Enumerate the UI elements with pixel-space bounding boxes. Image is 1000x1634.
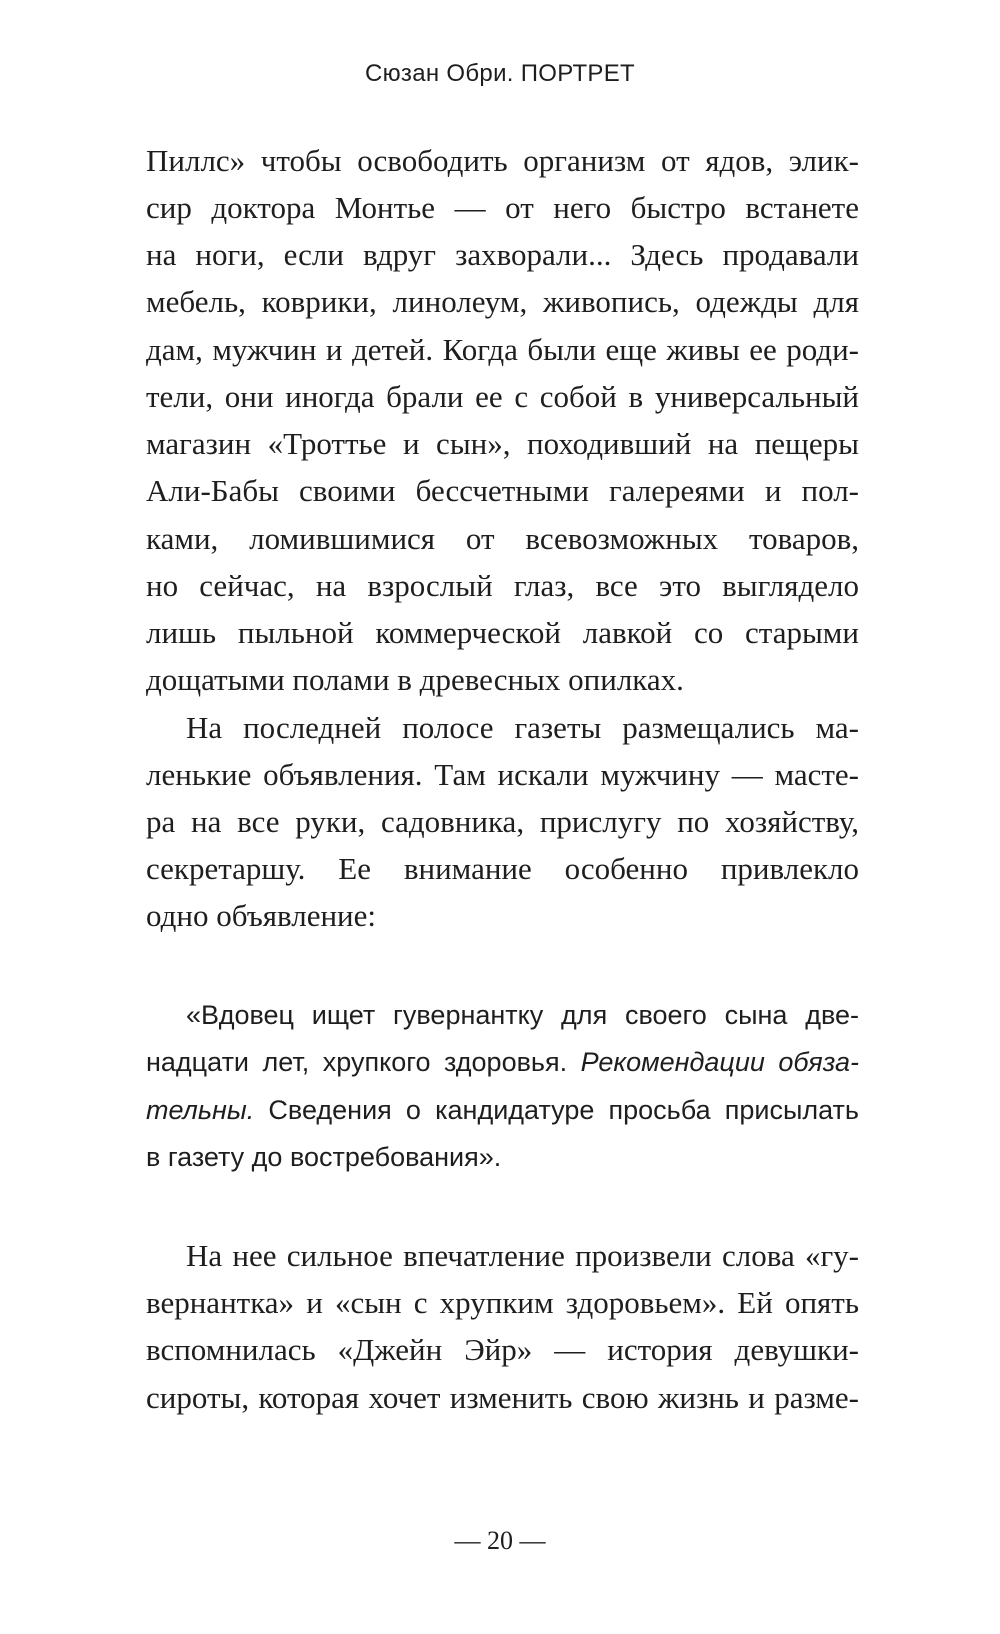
text-line: ленькие объявления. Там искали мужчину — масте- xyxy=(146,757,859,792)
text-line: мебель, коврики, линолеум, живопись, одежды для xyxy=(146,284,859,319)
text-line: одно объявление: xyxy=(146,898,377,933)
text-line: Пиллс» чтобы освободить организм от ядов, элик- xyxy=(146,143,859,178)
running-head: Сюзан Обри. ПОРТРЕТ xyxy=(365,60,635,87)
text-line: вернантка» и «сын с хрупким здоровьем». Ей опять xyxy=(146,1285,859,1320)
text-line: сироты, которая хочет изменить свою жизнь и разме- xyxy=(146,1380,859,1415)
text-line: На нее сильное впечатление произвели слова «гу- xyxy=(186,1238,859,1273)
text-line: вспомнилась «Джейн Эйр» — история девушки- xyxy=(146,1332,859,1367)
text-line: На последней полосе газеты размещались ма- xyxy=(186,710,859,745)
text-line: сир доктора Монтье — от него быстро встанете xyxy=(146,190,859,225)
ad-text: Сведения о кандидатуре просьба присылать xyxy=(254,1095,859,1125)
text-line: ками, ломившимися от всевозможных товаров, xyxy=(146,521,859,556)
ad-line xyxy=(146,1087,859,1133)
text-line: на ноги, если вдруг захворали... Здесь продавали xyxy=(146,237,859,272)
text-line: но сейчас, на взрослый глаз, все это выглядело xyxy=(146,568,859,603)
text-line: тели, они иногда брали ее с собой в универсальный xyxy=(146,379,859,414)
text-line: Али-Бабы своими бессчетными галереями и пол- xyxy=(146,473,859,508)
ad-line: в газету до востребования». xyxy=(146,1142,502,1172)
ad-line: «Вдовец ищет гувернантку для своего сына две- xyxy=(186,1000,859,1030)
text-line: магазин «Троттье и сын», походивший на пещеры xyxy=(146,426,859,461)
text-line: лишь пыльной коммерческой лавкой со старыми xyxy=(146,615,859,650)
text-line: дощатыми полами в древесных опилках. xyxy=(146,662,684,697)
text-line: дам, мужчин и детей. Когда были еще живы ее роди- xyxy=(146,332,859,367)
text-line: секретаршу. Ее внимание особенно привлекло xyxy=(146,851,859,886)
ad-italic-text: Рекомендации обяза- xyxy=(580,1047,859,1077)
text-line: ра на все руки, садовника, прислугу по хозяйству, xyxy=(146,804,859,839)
page-number: — 20 — xyxy=(454,1526,546,1555)
ad-line xyxy=(146,1039,859,1085)
ad-text: надцати лет, хрупкого здоровья. xyxy=(146,1047,581,1077)
ad-italic-text: тельны. xyxy=(146,1095,255,1125)
